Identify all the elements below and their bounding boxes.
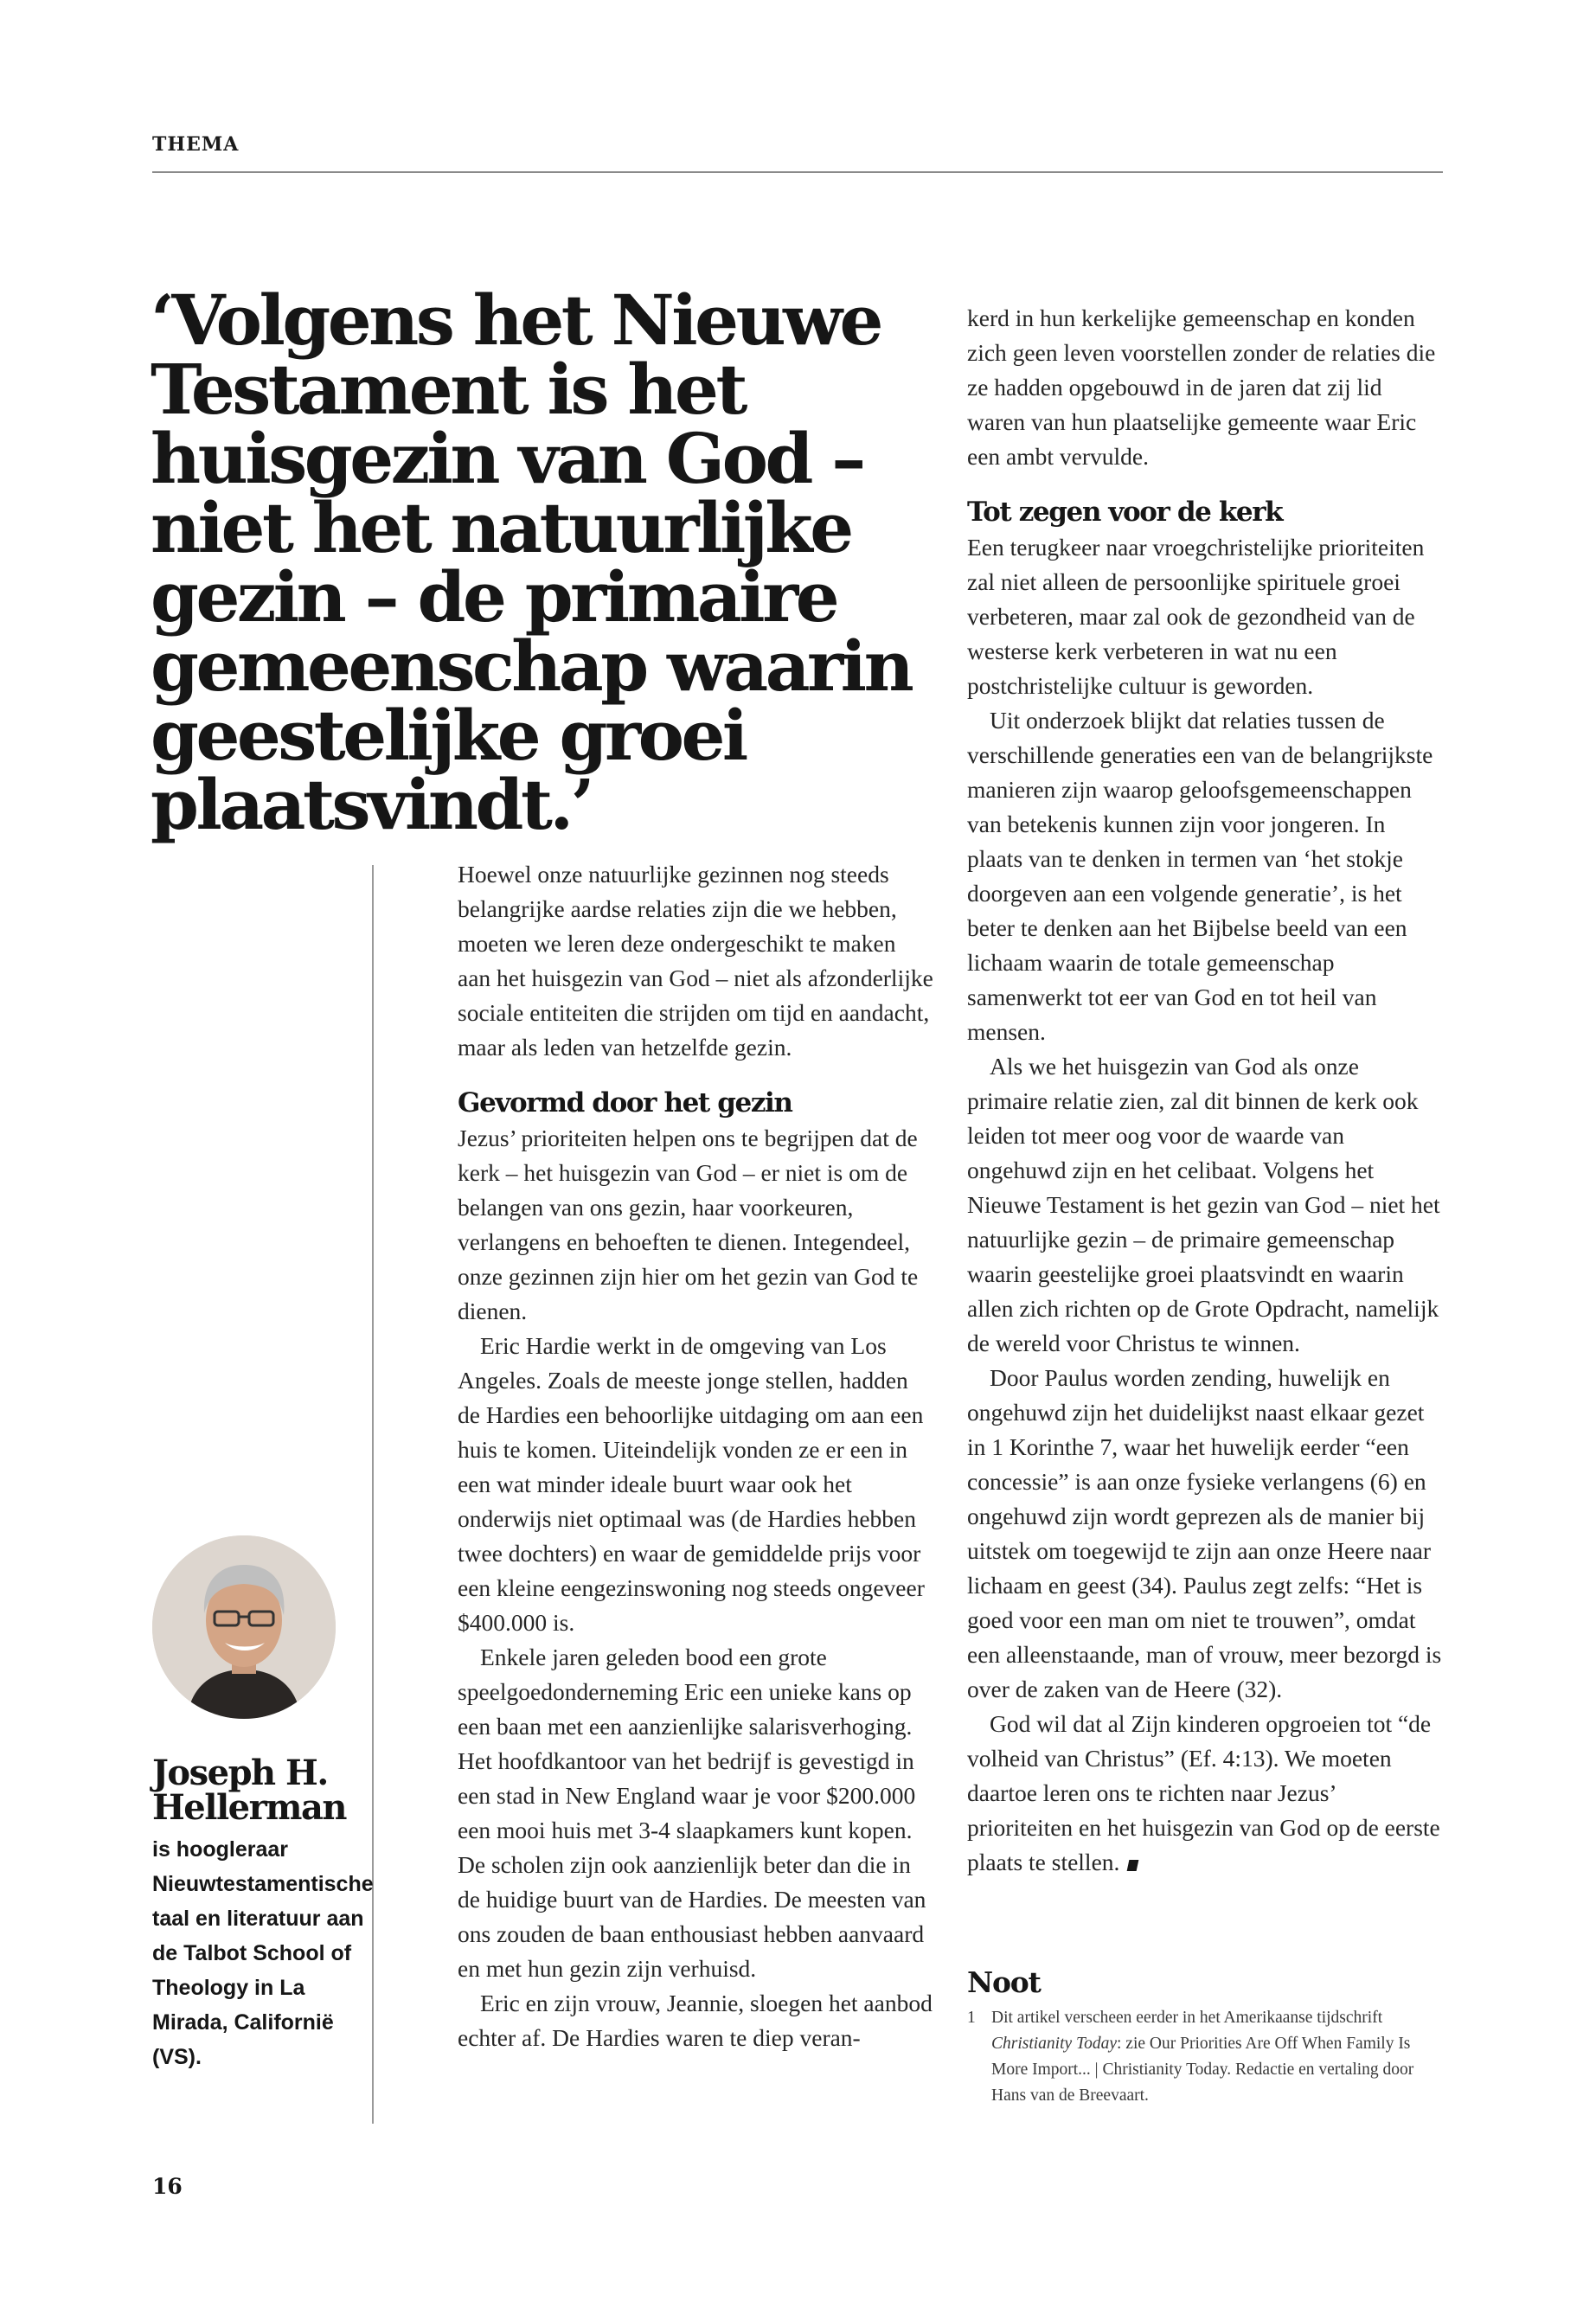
paragraph: kerd in hun kerkelijke gemeenschap en konden zich geen leven voorstellen zonder de relaties die ze hadden opgebouwd in de jaren dat zij lid waren van hun plaatselijke gemeente waar Eric een ambt vervulde. bbox=[967, 304, 1436, 470]
footnote-text bbox=[991, 2005, 1445, 2109]
author-name bbox=[152, 1753, 360, 1828]
paragraph: Enkele jaren geleden bood een grote speelgoedonderneming Eric een unieke kans op een baan met een aanzienlijke salarisverhoging. Het hoofdkantoor van het bedrijf is gevestigd in een stad in New England waar je voor $200.000 een mooi huis met 3-4 slaapkamers kunt kopen. De scholen zijn ook aanzienlijk beter dan die in de huidige buurt van de Hardies. De meesten van ons zouden de baan enthousiast hebben aanvaard en met hun gezin zijn verhuisd. bbox=[458, 1644, 926, 1982]
footnote bbox=[967, 2005, 1445, 2109]
footnote-text-end: : zie Our Priorities Are Off When Family Is More Import... | Christianity Today. Redactie en vertaling door Hans van de Breevaart. bbox=[991, 2035, 1414, 2105]
pull-quote: ‘Volgens het Nieuwe Testament is het huisgezin van God – niet het natuurlijke gezin – de primaire gemeenschap waarin geestelijke groei plaatsvindt.’ bbox=[151, 279, 912, 845]
column-divider bbox=[372, 865, 374, 2124]
article-end-mark-icon bbox=[1127, 1860, 1139, 1871]
footnote-number: 1 bbox=[967, 2009, 976, 2027]
page-number: 16 bbox=[152, 2174, 183, 2199]
article-column-right bbox=[967, 301, 1445, 1880]
paragraph: Als we het huisgezin van God als onze primaire relatie zien, zal dit binnen de kerk ook leiden tot meer oog voor de waarde van ongehuwd zijn en het celibaat. Volgens het Nieuwe Testament is het gezin van God – niet het natuurlijke gezin – de primaire gemeenschap waarin geestelijke groei plaatsvindt en waarin allen zich richten op de Grote Opdracht, namelijk de wereld voor Christus te winnen. bbox=[967, 1053, 1440, 1356]
paragraph: Eric Hardie werkt in de omgeving van Los Angeles. Zoals de meeste jonge stellen, hadden de Hardies een behoorlijke uitdaging om aan een huis te komen. Uiteindelijk vonden ze er een in een wat minder ideale buurt waar ook het onderwijs niet optimaal was (de Hardies hebben twee dochters) en waar de gemiddelde prijs voor een kleine eengezinswoning nog steeds ongeveer $400.000 is. bbox=[458, 1332, 925, 1636]
author-photo bbox=[152, 1535, 336, 1719]
section-heading: Tot zegen voor de kerk bbox=[967, 497, 1283, 528]
section-label: THEMA bbox=[152, 133, 240, 156]
author-bio: is hoogleraar Nieuwtestamentische taal en literatuur aan de Talbot School of Theology in La Mirada, Californië (VS). bbox=[152, 1837, 374, 2069]
section-heading: Gevormd door het gezin bbox=[458, 1087, 792, 1118]
paragraph: Eric en zijn vrouw, Jeannie, sloegen het aanbod echter af. De Hardies waren te diep veran- bbox=[458, 1990, 933, 2051]
footnote-text-start: Dit artikel verscheen eerder in het Amerikaanse tijdschrift bbox=[991, 2009, 1383, 2027]
footnote-source-title: Christianity Today bbox=[991, 2035, 1118, 2053]
paragraph: Door Paulus worden zending, huwelijk en ongehuwd zijn het duidelijkst naast elkaar gezet in 1 Korinthe 7, waar het huwelijk eerder “een concessie” is aan onze fysieke verlangens (6) en ongehuwd zijn wordt geprezen als de manier bij uitstek om toegewijd te zijn aan onze Heere naar lichaam en geest (34). Paulus zegt zelfs: “Het is goed voor een man om niet te trouwen”, omdat een alleenstaande, man of vrouw, meer bezorgd is over de zaken van de Heere (32). bbox=[967, 1364, 1442, 1702]
portrait-icon bbox=[152, 1535, 336, 1719]
article-column-middle bbox=[458, 857, 933, 2055]
paragraph: Uit onderzoek blijkt dat relaties tussen de verschillende generaties een van de belangrijkste manieren zijn waarop geloofsgemeenschappen van betekenis kunnen zijn voor jongeren. In plaats van te denken in termen van ‘het stokje doorgeven aan een volgende generatie’, is het beter te denken aan het Bijbelse beeld van een lichaam waarin de totale gemeenschap samenwerkt tot eer van God en tot heil van mensen. bbox=[967, 707, 1433, 1045]
paragraph: Een terugkeer naar vroegchristelijke prioriteiten zal niet alleen de persoonlijke spirituele groei verbeteren, maar zal ook de gezondheid van de westerse kerk verbeteren in wat nu een postchristelijke cultuur is geworden. bbox=[967, 534, 1425, 699]
note-heading: Noot bbox=[967, 1965, 1041, 1999]
final-paragraph bbox=[967, 1707, 1445, 1880]
author-name-line: Hellerman bbox=[152, 1787, 346, 1828]
paragraph-text: God wil dat al Zijn kinderen opgroeien tot “de volheid van Christus” (Ef. 4:13). We moeten daartoe leren ons te richten naar Jezus’ prioriteiten en het huisgezin van God op de eerste plaats te stellen. bbox=[967, 1710, 1440, 1875]
author-name-line: Joseph H. bbox=[152, 1753, 328, 1793]
intro-paragraph: Hoewel onze natuurlijke gezinnen nog steeds belangrijke aardse relaties zijn die we hebben, moeten we leren deze ondergeschikt te maken aan het huisgezin van God – niet als afzonderlijke sociale entiteiten die strijden om tijd en aandacht, maar als leden van hetzelfde gezin. bbox=[458, 861, 933, 1061]
header-rule bbox=[152, 171, 1443, 173]
paragraph: Jezus’ prioriteiten helpen ons te begrijpen dat de kerk – het huisgezin van God – er niet is om de belangen van ons gezin, haar voorkeuren, verlangens en behoeften te dienen. Integendeel, onze gezinnen zijn hier om het gezin van God te dienen. bbox=[458, 1125, 919, 1324]
